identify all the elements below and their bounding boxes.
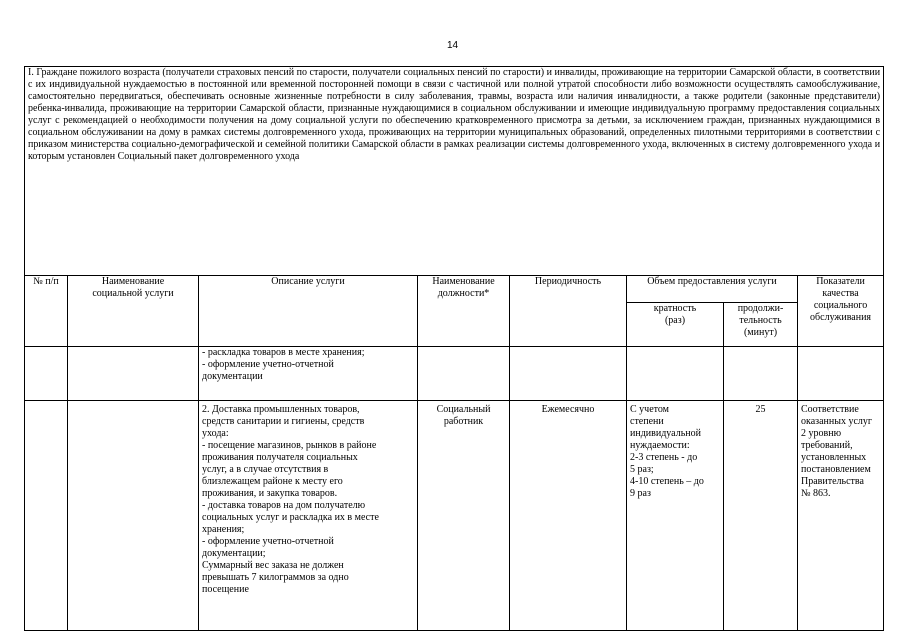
col-number-header: № п/п	[25, 276, 68, 347]
col-service-name-line: социальной услуги	[92, 288, 174, 299]
quality-line: № 863.	[801, 488, 831, 499]
quality-line: Правительства	[801, 476, 864, 487]
category-header-row	[25, 67, 884, 276]
cell-frequency	[627, 347, 724, 401]
col-frequency-line: кратность	[653, 303, 697, 314]
frequency-line: 2-3 степень - до	[630, 452, 698, 463]
description-line: проживания, и закупка товаров.	[202, 488, 338, 499]
cell-service-name	[68, 347, 199, 401]
position-line: Социальный	[436, 404, 491, 415]
col-duration-line: продолжи-	[737, 303, 784, 314]
cell-quality	[798, 347, 884, 401]
col-frequency-line: (раз)	[664, 315, 686, 326]
quality-line: оказанных услуг	[801, 416, 872, 427]
col-duration-line: тельность	[739, 315, 782, 326]
description-line: близлежащем районе к месту его	[202, 476, 343, 487]
cell-position	[418, 347, 510, 401]
column-header-row-1	[25, 276, 884, 303]
quality-line: требований,	[801, 440, 853, 451]
col-duration-line: (минут)	[743, 327, 778, 338]
col-description-header: Описание услуги	[199, 276, 418, 347]
description-line: - посещение магазинов, рынков в районе	[202, 440, 377, 451]
description-line: хранения;	[202, 524, 245, 535]
cell-service-name	[68, 401, 199, 631]
category-description: I. Граждане пожилого возраста (получатели страховых пенсий по старости, получатели социальных пенсий по старости) и инвалиды, проживающие на территории Самарской области, в соответствии с их индивидуальной нуждаемостью в постоянной или временной посторонней помощи в связи с частичной или полной утратой способности либо возможности осуществлять самообслуживание, самостоятельно передвигаться, обеспечивать основные жизненные потребности в силу заболевания, травмы, возраста или наличия инвалидности, а также родители (законные представители) ребенка-инвалида, проживающие на территории Самарской области, признанные нуждающимися в социальном обслуживании и имеющие индивидуальную программу предоставления социальных услуг с рекомендацией о необходимости получения на дому социальной услуги по обеспечению кратковременного присмотра за детьми, за исключением граждан, признанных нуждающимися в социальном обслуживании на дому в рамках системы долговременного ухода, проживающих на территории муниципальных образований, определенных пилотными территориями в соответствии с приказом министерства социально-демографической и семейной политики Самарской области в рамках реализации системы долговременного ухода, включенных в систему долговременного ухода и которым установлен Социальный пакет долговременного ухода	[25, 67, 884, 276]
col-quality-header	[798, 276, 884, 347]
table-row	[25, 401, 884, 631]
cell-description	[199, 401, 418, 631]
description-line: - доставка товаров на дом получателю	[202, 500, 366, 511]
frequency-line: С учетом	[630, 404, 670, 415]
col-frequency-header	[627, 303, 724, 347]
description-line: средств санитарии и гигиены, средств	[202, 416, 365, 427]
description-line: услуг, а в случае отсутствия в	[202, 464, 329, 475]
cell-duration	[724, 347, 798, 401]
cell-periodicity	[510, 347, 627, 401]
col-position-line: Наименование	[432, 276, 495, 287]
col-service-name-line: Наименование	[101, 276, 165, 287]
cell-number	[25, 347, 68, 401]
col-quality-line: обслуживания	[810, 312, 872, 323]
table-row	[25, 347, 884, 401]
description-line: Суммарный вес заказа не должен	[202, 560, 344, 571]
frequency-line: индивидуальной	[630, 428, 701, 439]
col-position-header	[418, 276, 510, 347]
description-line: - оформление учетно-отчетной	[202, 359, 334, 370]
col-position-line: должности*	[437, 288, 490, 299]
col-quality-line: качества	[822, 288, 859, 299]
frequency-line: степени	[630, 416, 664, 427]
cell-number	[25, 401, 68, 631]
quality-line: 2 уровню	[801, 428, 842, 439]
col-duration-header	[724, 303, 798, 347]
cell-periodicity: Ежемесячно	[510, 401, 627, 631]
col-quality-line: социального	[813, 300, 868, 311]
frequency-line: 5 раз;	[630, 464, 654, 475]
col-service-name-header	[68, 276, 199, 347]
cell-position	[418, 401, 510, 631]
frequency-line: нуждаемости:	[630, 440, 690, 451]
cell-description	[199, 347, 418, 401]
description-line: - оформление учетно-отчетной	[202, 536, 334, 547]
position-line: работник	[443, 416, 484, 427]
frequency-line: 9 раз	[630, 488, 651, 499]
frequency-line: 4-10 степень – до	[630, 476, 704, 487]
page-number: 14	[446, 40, 459, 51]
cell-duration: 25	[724, 401, 798, 631]
description-line: посещение	[202, 584, 249, 595]
description-line: ухода:	[202, 428, 229, 439]
col-quality-line: Показатели	[816, 276, 865, 287]
description-line: социальных услуг и раскладка их в месте	[202, 512, 379, 523]
cell-frequency	[627, 401, 724, 631]
cell-quality	[798, 401, 884, 631]
description-line: проживания получателя социальных	[202, 452, 358, 463]
col-periodicity-header: Периодичность	[510, 276, 627, 347]
description-line: - раскладка товаров в месте хранения;	[202, 347, 365, 358]
description-line: документации	[202, 371, 263, 382]
description-line: документации;	[202, 548, 266, 559]
quality-line: Соответствие	[801, 404, 859, 415]
description-line: превышать 7 килограммов за одно	[202, 572, 349, 583]
quality-line: постановлением	[801, 464, 871, 475]
description-line: 2. Доставка промышленных товаров,	[202, 404, 360, 415]
col-volume-group-header: Объем предоставления услуги	[627, 276, 798, 303]
services-table	[24, 66, 884, 631]
quality-line: установленных	[801, 452, 867, 463]
